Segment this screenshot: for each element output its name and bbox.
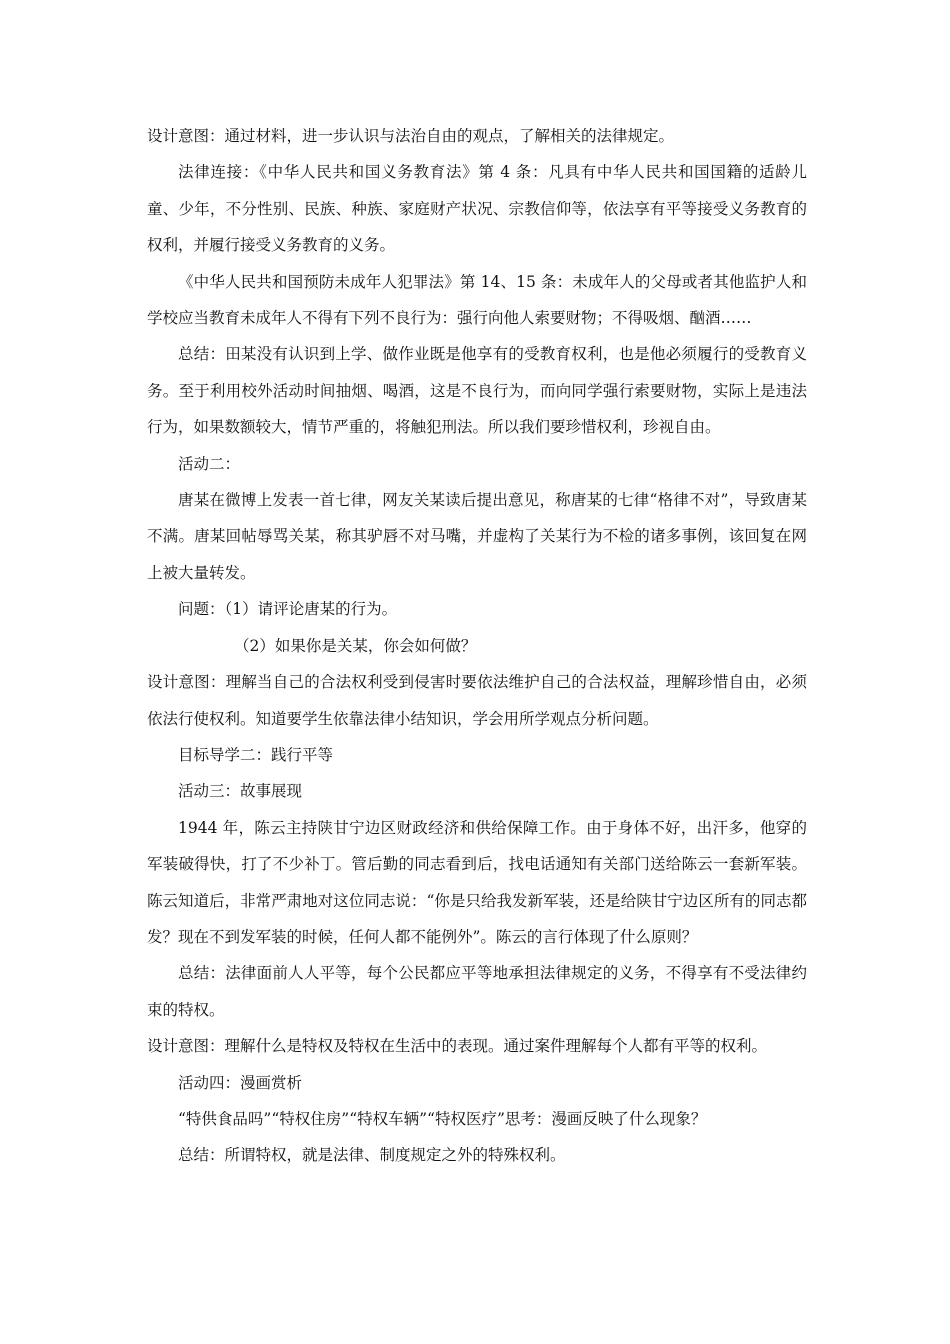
document-body <box>147 118 807 1174</box>
comic-prompt-paragraph: “特供食品吗”“特权住房”“特权车辆”“特权医疗”思考：漫画反映了什么现象？ <box>178 1109 707 1128</box>
section-heading: 目标导学二：践行平等 <box>178 745 334 764</box>
design-intent-paragraph: 设计意图：通过材料，进一步认识与法治自由的观点，了解相关的法律规定。 <box>147 127 675 145</box>
summary-paragraph: 总结：法律面前人人平等，每个公民都应平等地承担法律规定的义务，不得享有不受法律约束的特权。 <box>147 964 807 1019</box>
design-intent-paragraph: 设计意图：理解什么是特权及特权在生活中的表现。通过案件理解每个人都有平等的权利。 <box>147 1037 768 1056</box>
summary-paragraph: 总结：田某没有认识到上学、做作业既是他享有的受教育权利，也是他必须履行的受教育义务。至于利用校外活动时间抽烟、喝酒，这是不良行为，而向同学强行索要财物，实际上是违法行为，如果数额较大，情节严重的，将触犯刑法。所以我们要珍惜权利，珍视自由。 <box>147 345 807 437</box>
question-1: 问题：（1）请评论唐某的行为。 <box>178 600 398 619</box>
question-2: （2）如果你是关某，你会如何做？ <box>234 636 477 655</box>
case-paragraph: 唐某在微博上发表一首七律，网友关某读后提出意见，称唐某的七律“格律不对”，导致唐某不满。唐某回帖辱骂关某，称其驴唇不对马嘴，并虚构了关某行为不检的诸多事例，该回复在网上被大量转发。 <box>147 491 807 582</box>
activity-heading: 活动三：故事展现 <box>178 782 303 801</box>
design-intent-paragraph: 设计意图：理解当自己的合法权利受到侵害时要依法维护自己的合法权益，理解珍惜自由，必须依法行使权利。知道要学生依靠法律小结知识，学会用所学观点分析问题。 <box>147 673 807 728</box>
activity-heading: 活动四：漫画赏析 <box>178 1073 303 1092</box>
law-link-paragraph: 法律连接：《中华人民共和国义务教育法》第 4 条：凡具有中华人民共和国国籍的适龄儿童、少年，不分性别、民族、种族、家庭财产状况、宗教信仰等，依法享有平等接受义务教育的权利，并履行接受义务教育的义务。 <box>147 163 807 255</box>
story-paragraph: 1944 年，陈云主持陕甘宁边区财政经济和供给保障工作。由于身体不好，出汗多，他穿的军装破得快，打了不少补丁。管后勤的同志看到后，找电话通知有关部门送给陈云一套新军装。陈云知道后，非常严肃地对这位同志说：“你是只给我发新军装，还是给陕甘宁边区所有的同志都发？现在不到发军装的时候，任何人都不能例外”。陈云的言行体现了什么原则？ <box>147 818 807 946</box>
law-quote-paragraph: 《中华人民共和国预防未成年人犯罪法》第 14、15 条：未成年人的父母或者其他监护人和学校应当教育未成年人不得有下列不良行为：强行向他人索要财物；不得吸烟、酗酒…… <box>147 272 807 328</box>
activity-heading: 活动二： <box>178 454 241 473</box>
summary-paragraph: 总结：所谓特权，就是法律、制度规定之外的特殊权利。 <box>178 1146 566 1165</box>
